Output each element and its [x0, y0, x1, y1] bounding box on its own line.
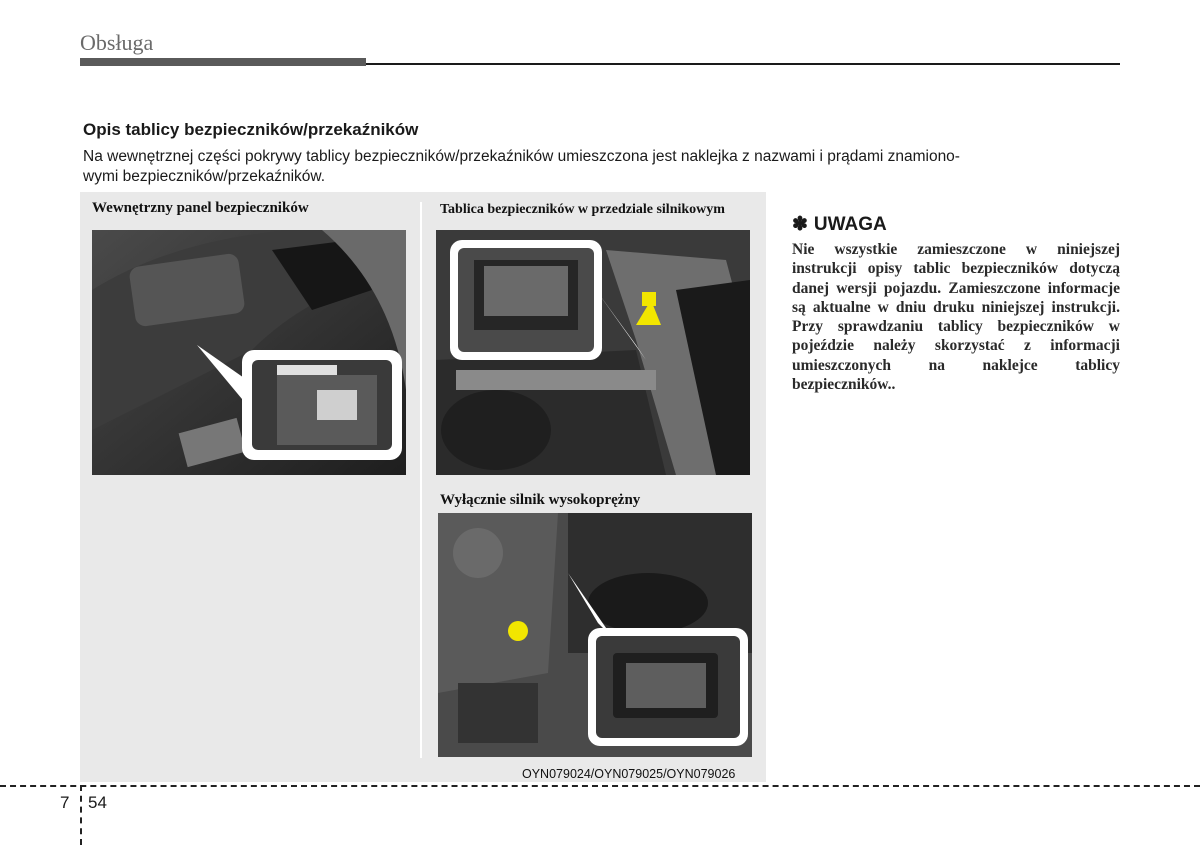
- note-title-text: UWAGA: [813, 214, 887, 235]
- section-title: Opis tablicy bezpieczników/przekaźników: [83, 120, 419, 139]
- page-header-title: Obsługa: [80, 30, 154, 55]
- figure-label-interior: Wewnętrzny panel bezpieczników: [92, 200, 309, 216]
- header-rule-thick: [80, 58, 366, 66]
- figure-label-diesel: Wyłącznie silnik wysokoprężny: [440, 492, 641, 508]
- page-number: 54: [88, 793, 107, 812]
- asterisk-icon: ✽: [792, 214, 808, 235]
- header-rule-thin: [366, 63, 1120, 65]
- chapter-number: 7: [60, 793, 70, 812]
- footer-dashed-rule: [0, 785, 1200, 787]
- figure-label-engine-bay: Tablica bezpieczników w przedziale silnikowym: [440, 202, 725, 217]
- intro-line-1: Na wewnętrznej części pokrywy tablicy bezpieczników/przekaźników umieszczona jest naklejka z nazwami i prądami znamiono-: [83, 148, 960, 165]
- photo-engine-bay-fuse-box: [436, 230, 750, 475]
- figure-divider: [420, 202, 422, 758]
- figure-code: OYN079024/OYN079025/OYN079026: [522, 767, 736, 781]
- photo-interior-fuse-panel: [92, 230, 406, 475]
- photo-diesel-fuse-box: [438, 513, 752, 757]
- note-heading: [792, 213, 887, 236]
- intro-line-2: wymi bezpieczników/przekaźników.: [83, 168, 326, 185]
- note-body: Nie wszystkie zamieszczone w niniejszej instrukcji opisy tablic bezpieczników dotyczą danej wersji pojazdu. Zamieszczone informacje są aktualne w dniu druku niniejszej instrukcji. Przy sprawdzaniu tablicy bezpieczników w pojeździe należy skorzystać z informacji umieszczonych na naklejce tablicy bezpieczników..: [792, 241, 1120, 394]
- footer-dashed-divider: [80, 785, 82, 845]
- section-intro: [83, 147, 1123, 187]
